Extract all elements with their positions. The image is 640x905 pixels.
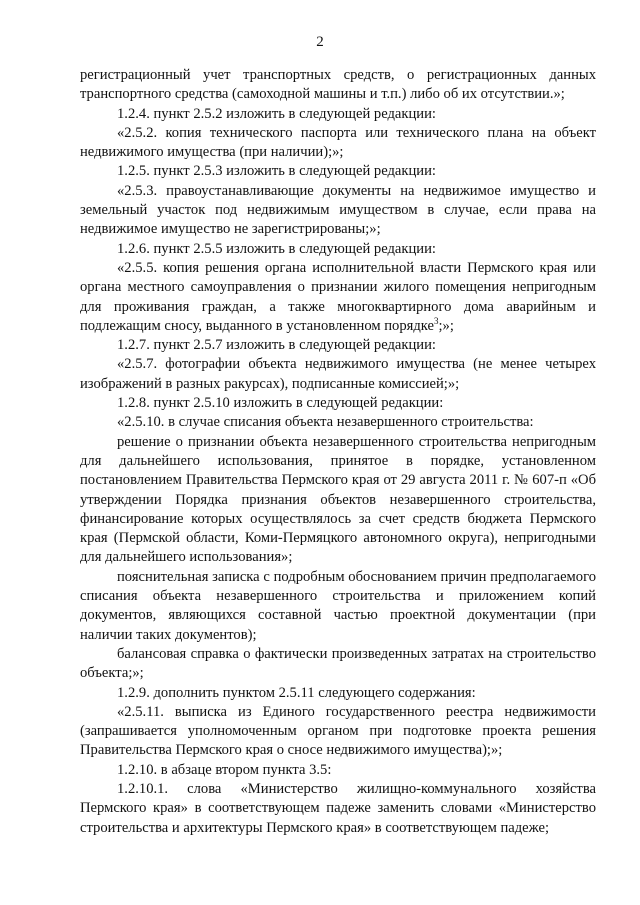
paragraph: 1.2.10.1. слова «Министерство жилищно-коммунального хозяйства Пермского края» в соответствующем падеже заменить словами «Министерство строительства и архитектуры Пермского края» в соответствующем падеже; xyxy=(80,780,596,836)
paragraph-tail: ;»; xyxy=(438,317,454,334)
paragraph: «2.5.2. копия технического паспорта или технического плана на объект недвижимого имущества (при наличии);»; xyxy=(80,124,596,161)
paragraph-text: «2.5.5. копия решения органа исполнительной власти Пермского края или органа местного самоуправления о признании жилого помещения непригодным для проживания граждан, а также многоквартирного дома аварийным и подлежащим сносу, выданного в установленном порядке xyxy=(80,259,596,334)
paragraph: «2.5.3. правоустанавливающие документы на недвижимое имущество и земельный участок под недвижимым имуществом в случае, если права на недвижимое имущество не зарегистрированы;»; xyxy=(80,182,596,238)
paragraph: 1.2.7. пункт 2.5.7 изложить в следующей редакции: xyxy=(117,337,436,354)
paragraph: «2.5.10. в случае списания объекта незавершенного строительства: xyxy=(117,414,534,431)
paragraph: 1.2.6. пункт 2.5.5 изложить в следующей редакции: xyxy=(117,240,436,257)
paragraph: 1.2.9. дополнить пунктом 2.5.11 следующего содержания: xyxy=(117,684,476,701)
paragraph: «2.5.11. выписка из Единого государственного реестра недвижимости (запрашивается уполномоченным органом при подготовке проекта решения Правительства Пермского края о сносе недвижимого имущества);»; xyxy=(80,703,596,759)
paragraph: регистрационный учет транспортных средств, о регистрационных данных транспортного средства (самоходной машины и т.п.) либо об их отсутствии.»; xyxy=(80,67,596,103)
page-number: 2 xyxy=(316,34,324,50)
paragraph: решение о признании объекта незавершенного строительства непригодным для дальнейшего использования, принятое в порядке, установленном постановлением Правительства Пермского края от 29 августа 2011 г. № 607-п «Об утверждении Порядка признания объектов незавершенного строительства, финансирование которых осуществлялось за счет средств бюджета Пермского края (Пермской области, Коми-Пермяцкого автономного округа), непригодными для дальнейшего использования»; xyxy=(80,433,596,566)
paragraph: 1.2.10. в абзаце втором пункта 3.5: xyxy=(117,761,332,778)
paragraph: 1.2.4. пункт 2.5.2 изложить в следующей редакции: xyxy=(117,105,436,122)
paragraph xyxy=(80,259,596,336)
footnote-ref: 3 xyxy=(434,316,439,326)
document-body xyxy=(80,66,596,838)
paragraph: «2.5.7. фотографии объекта недвижимого имущества (не менее четырех изображений в разных ракурсах), подписанные комиссией;»; xyxy=(80,356,596,392)
paragraph: 1.2.8. пункт 2.5.10 изложить в следующей редакции: xyxy=(117,395,444,412)
paragraph: балансовая справка о фактически произведенных затратах на строительство объекта;»; xyxy=(80,645,596,682)
paragraph: пояснительная записка с подробным обоснованием причин предполагаемого списания объекта незавершенного строительства и приложением копий документов, являющихся составной частью проектной документации (при наличии таких документов); xyxy=(80,568,596,643)
paragraph: 1.2.5. пункт 2.5.3 изложить в следующей редакции: xyxy=(117,163,436,180)
